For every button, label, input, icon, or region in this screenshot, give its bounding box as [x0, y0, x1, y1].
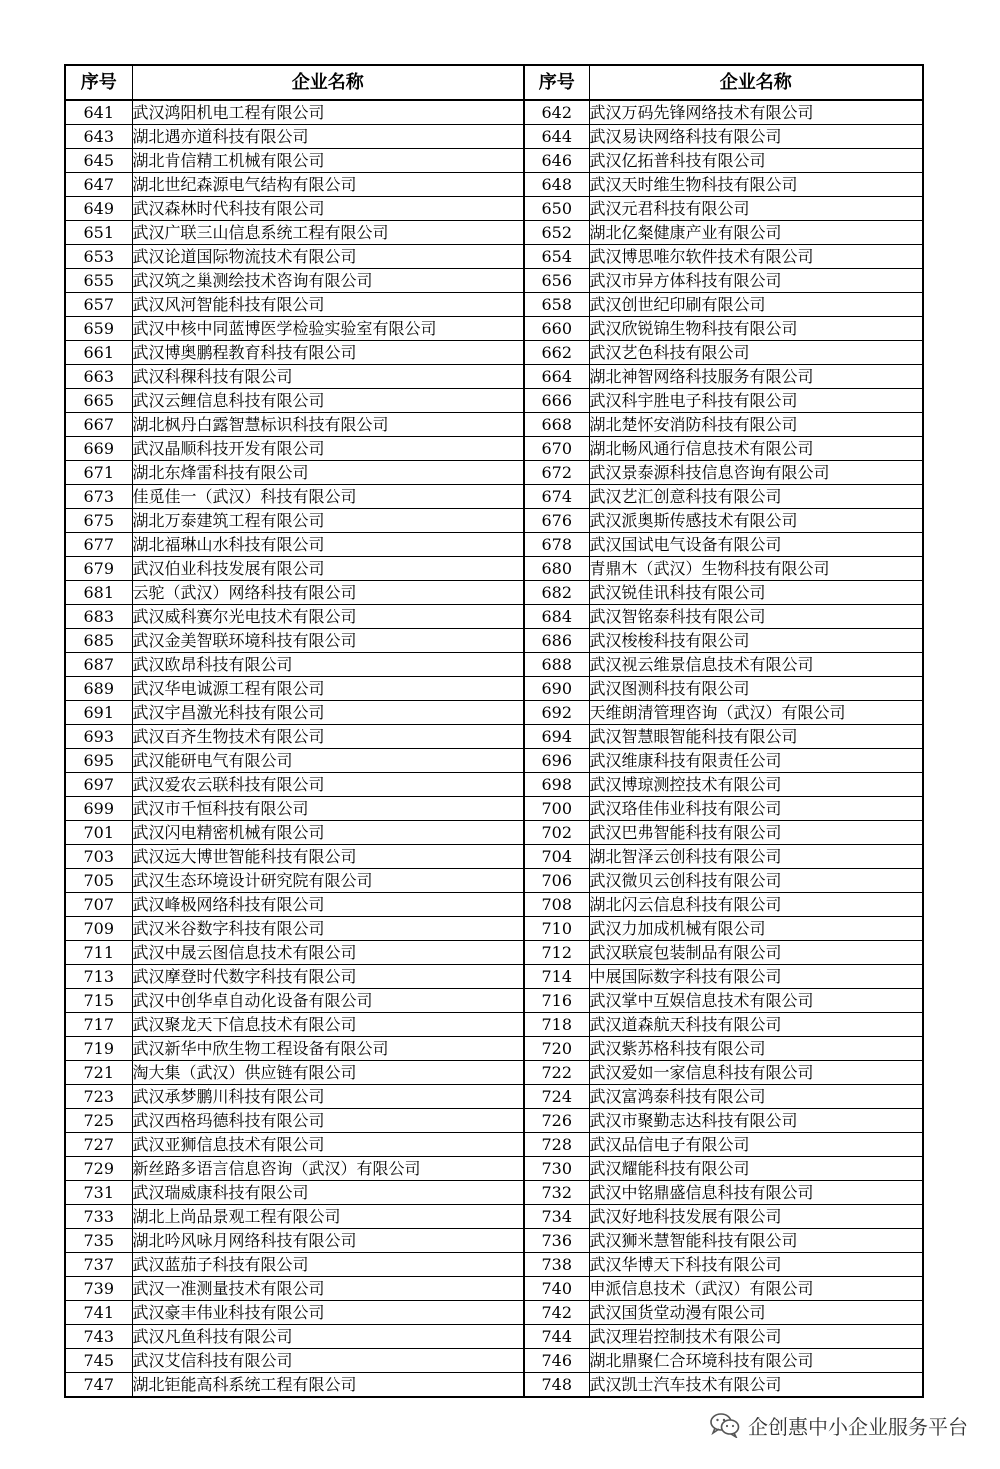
company-name-cell: 武汉微贝云创科技有限公司 — [589, 869, 923, 893]
seq-cell: 733 — [65, 1205, 132, 1229]
seq-cell: 723 — [65, 1085, 132, 1109]
company-name-cell: 武汉狮米慧智能科技有限公司 — [589, 1229, 923, 1253]
table-row — [65, 557, 923, 581]
company-name-cell: 武汉珞佳伟业科技有限公司 — [589, 797, 923, 821]
seq-cell: 701 — [65, 821, 132, 845]
table-row — [65, 1373, 923, 1398]
company-name-cell: 武汉易诀网络科技有限公司 — [589, 125, 923, 149]
table-row — [65, 1301, 923, 1325]
seq-cell: 663 — [65, 365, 132, 389]
company-name-cell: 武汉掌中互娱信息技术有限公司 — [589, 989, 923, 1013]
seq-cell: 732 — [524, 1181, 589, 1205]
seq-cell: 712 — [524, 941, 589, 965]
company-name-cell: 湖北福琳山水科技有限公司 — [132, 533, 524, 557]
seq-cell: 679 — [65, 557, 132, 581]
company-name-cell: 武汉维康科技有限责任公司 — [589, 749, 923, 773]
header-seq-left: 序号 — [65, 65, 132, 100]
table-row — [65, 989, 923, 1013]
seq-cell: 681 — [65, 581, 132, 605]
company-name-cell: 武汉聚龙天下信息技术有限公司 — [132, 1013, 524, 1037]
seq-cell: 692 — [524, 701, 589, 725]
seq-cell: 689 — [65, 677, 132, 701]
company-name-cell: 武汉万码先锋网络技术有限公司 — [589, 100, 923, 125]
table-row — [65, 581, 923, 605]
seq-cell: 649 — [65, 197, 132, 221]
seq-cell: 645 — [65, 149, 132, 173]
seq-cell: 642 — [524, 100, 589, 125]
seq-cell: 711 — [65, 941, 132, 965]
company-name-cell: 湖北遇亦道科技有限公司 — [132, 125, 524, 149]
seq-cell: 719 — [65, 1037, 132, 1061]
company-name-cell: 武汉华博天下科技有限公司 — [589, 1253, 923, 1277]
company-name-cell: 湖北东烽雷科技有限公司 — [132, 461, 524, 485]
table-row — [65, 533, 923, 557]
seq-cell: 744 — [524, 1325, 589, 1349]
table-row — [65, 293, 923, 317]
seq-cell: 699 — [65, 797, 132, 821]
company-name-cell: 武汉理岩控制技术有限公司 — [589, 1325, 923, 1349]
company-name-cell: 武汉中晟云图信息技术有限公司 — [132, 941, 524, 965]
company-name-cell: 武汉生态环境设计研究院有限公司 — [132, 869, 524, 893]
seq-cell: 747 — [65, 1373, 132, 1398]
seq-cell: 714 — [524, 965, 589, 989]
company-name-cell: 武汉凡鱼科技有限公司 — [132, 1325, 524, 1349]
company-name-cell: 武汉创世纪印刷有限公司 — [589, 293, 923, 317]
seq-cell: 707 — [65, 893, 132, 917]
company-name-cell: 武汉元君科技有限公司 — [589, 197, 923, 221]
seq-cell: 676 — [524, 509, 589, 533]
table-row — [65, 1013, 923, 1037]
seq-cell: 736 — [524, 1229, 589, 1253]
company-name-cell: 武汉爱农云联科技有限公司 — [132, 773, 524, 797]
wechat-icon — [710, 1412, 740, 1438]
company-name-cell: 武汉艺色科技有限公司 — [589, 341, 923, 365]
seq-cell: 674 — [524, 485, 589, 509]
company-name-cell: 武汉图测科技有限公司 — [589, 677, 923, 701]
company-name-cell: 武汉凯士汽车技术有限公司 — [589, 1373, 923, 1398]
seq-cell: 686 — [524, 629, 589, 653]
seq-cell: 684 — [524, 605, 589, 629]
company-name-cell: 武汉蓝茄子科技有限公司 — [132, 1253, 524, 1277]
seq-cell: 654 — [524, 245, 589, 269]
seq-cell: 661 — [65, 341, 132, 365]
seq-cell: 693 — [65, 725, 132, 749]
seq-cell: 715 — [65, 989, 132, 1013]
company-name-cell: 武汉鸿阳机电工程有限公司 — [132, 100, 524, 125]
seq-cell: 738 — [524, 1253, 589, 1277]
header-name-left: 企业名称 — [132, 65, 524, 100]
table-row — [65, 725, 923, 749]
seq-cell: 658 — [524, 293, 589, 317]
company-table — [64, 64, 924, 1398]
company-name-cell: 武汉智铭泰科技有限公司 — [589, 605, 923, 629]
seq-cell: 745 — [65, 1349, 132, 1373]
company-name-cell: 武汉联宸包装制品有限公司 — [589, 941, 923, 965]
seq-cell: 721 — [65, 1061, 132, 1085]
seq-cell: 740 — [524, 1277, 589, 1301]
company-name-cell: 武汉艺汇创意科技有限公司 — [589, 485, 923, 509]
table-row — [65, 1133, 923, 1157]
table-row — [65, 965, 923, 989]
seq-cell: 677 — [65, 533, 132, 557]
company-name-cell: 武汉亿拓普科技有限公司 — [589, 149, 923, 173]
seq-cell: 720 — [524, 1037, 589, 1061]
seq-cell: 722 — [524, 1061, 589, 1085]
seq-cell: 697 — [65, 773, 132, 797]
table-row — [65, 1109, 923, 1133]
table-row — [65, 605, 923, 629]
table-row — [65, 869, 923, 893]
seq-cell: 741 — [65, 1301, 132, 1325]
table-row — [65, 1277, 923, 1301]
company-name-cell: 武汉欣锐锦生物科技有限公司 — [589, 317, 923, 341]
seq-cell: 718 — [524, 1013, 589, 1037]
company-name-cell: 武汉博奥鹏程教育科技有限公司 — [132, 341, 524, 365]
seq-cell: 671 — [65, 461, 132, 485]
seq-cell: 746 — [524, 1349, 589, 1373]
company-name-cell: 武汉中核中同蓝博医学检验实验室有限公司 — [132, 317, 524, 341]
seq-cell: 716 — [524, 989, 589, 1013]
seq-cell: 670 — [524, 437, 589, 461]
company-name-cell: 武汉道森航天科技有限公司 — [589, 1013, 923, 1037]
seq-cell: 662 — [524, 341, 589, 365]
seq-cell: 700 — [524, 797, 589, 821]
seq-cell: 690 — [524, 677, 589, 701]
company-name-cell: 中展国际数字科技有限公司 — [589, 965, 923, 989]
seq-cell: 657 — [65, 293, 132, 317]
seq-cell: 729 — [65, 1157, 132, 1181]
seq-cell: 724 — [524, 1085, 589, 1109]
seq-cell: 688 — [524, 653, 589, 677]
table-row — [65, 773, 923, 797]
seq-cell: 717 — [65, 1013, 132, 1037]
table-row — [65, 629, 923, 653]
seq-cell: 737 — [65, 1253, 132, 1277]
company-name-cell: 湖北枫丹白露智慧标识科技有限公司 — [132, 413, 524, 437]
seq-cell: 748 — [524, 1373, 589, 1398]
table-row — [65, 941, 923, 965]
company-name-cell: 武汉好地科技发展有限公司 — [589, 1205, 923, 1229]
table-row — [65, 437, 923, 461]
seq-cell: 698 — [524, 773, 589, 797]
seq-cell: 743 — [65, 1325, 132, 1349]
company-name-cell: 武汉市聚勤志达科技有限公司 — [589, 1109, 923, 1133]
header-name-right: 企业名称 — [589, 65, 923, 100]
watermark — [710, 1408, 968, 1442]
seq-cell: 660 — [524, 317, 589, 341]
company-name-cell: 武汉景泰源科技信息咨询有限公司 — [589, 461, 923, 485]
company-name-cell: 青鼎木（武汉）生物科技有限公司 — [589, 557, 923, 581]
seq-cell: 687 — [65, 653, 132, 677]
company-name-cell: 武汉承梦鹏川科技有限公司 — [132, 1085, 524, 1109]
table-row — [65, 1325, 923, 1349]
seq-cell: 739 — [65, 1277, 132, 1301]
seq-cell: 667 — [65, 413, 132, 437]
seq-cell: 709 — [65, 917, 132, 941]
company-name-cell: 武汉紫苏格科技有限公司 — [589, 1037, 923, 1061]
seq-cell: 706 — [524, 869, 589, 893]
table-row — [65, 245, 923, 269]
seq-cell: 702 — [524, 821, 589, 845]
table-row — [65, 653, 923, 677]
company-name-cell: 武汉远大博世智能科技有限公司 — [132, 845, 524, 869]
table-row — [65, 509, 923, 533]
table-row — [65, 917, 923, 941]
company-name-cell: 湖北亿粲健康产业有限公司 — [589, 221, 923, 245]
company-name-cell: 武汉欧昂科技有限公司 — [132, 653, 524, 677]
table-row — [65, 317, 923, 341]
company-name-cell: 武汉米谷数字科技有限公司 — [132, 917, 524, 941]
table-row — [65, 389, 923, 413]
company-name-cell: 武汉森林时代科技有限公司 — [132, 197, 524, 221]
table-row — [65, 461, 923, 485]
seq-cell: 704 — [524, 845, 589, 869]
company-name-cell: 武汉云鲤信息科技有限公司 — [132, 389, 524, 413]
seq-cell: 728 — [524, 1133, 589, 1157]
table-row — [65, 173, 923, 197]
table-row — [65, 1157, 923, 1181]
company-name-cell: 武汉新华中欣生物工程设备有限公司 — [132, 1037, 524, 1061]
seq-cell: 705 — [65, 869, 132, 893]
seq-cell: 673 — [65, 485, 132, 509]
table-row — [65, 797, 923, 821]
company-name-cell: 淘大集（武汉）供应链有限公司 — [132, 1061, 524, 1085]
company-name-cell: 武汉梭梭科技有限公司 — [589, 629, 923, 653]
seq-cell: 656 — [524, 269, 589, 293]
table-row — [65, 365, 923, 389]
company-name-cell: 武汉博琼测控技术有限公司 — [589, 773, 923, 797]
seq-cell: 708 — [524, 893, 589, 917]
company-name-cell: 湖北智泽云创科技有限公司 — [589, 845, 923, 869]
company-name-cell: 武汉论道国际物流技术有限公司 — [132, 245, 524, 269]
seq-cell: 648 — [524, 173, 589, 197]
company-name-cell: 佳觅佳一（武汉）科技有限公司 — [132, 485, 524, 509]
company-name-cell: 武汉晶顺科技开发有限公司 — [132, 437, 524, 461]
seq-cell: 647 — [65, 173, 132, 197]
company-name-cell: 武汉能研电气有限公司 — [132, 749, 524, 773]
table-row — [65, 1229, 923, 1253]
company-name-cell: 新丝路多语言信息咨询（武汉）有限公司 — [132, 1157, 524, 1181]
seq-cell: 696 — [524, 749, 589, 773]
company-name-cell: 武汉威科赛尔光电技术有限公司 — [132, 605, 524, 629]
company-name-cell: 湖北闪云信息科技有限公司 — [589, 893, 923, 917]
company-name-cell: 武汉风河智能科技有限公司 — [132, 293, 524, 317]
table-header-row — [65, 65, 923, 100]
table-row — [65, 1253, 923, 1277]
table-row — [65, 749, 923, 773]
seq-cell: 672 — [524, 461, 589, 485]
company-name-cell: 天维朗清管理咨询（武汉）有限公司 — [589, 701, 923, 725]
seq-cell: 727 — [65, 1133, 132, 1157]
company-name-cell: 武汉一准测量技术有限公司 — [132, 1277, 524, 1301]
company-name-cell: 湖北上尚品景观工程有限公司 — [132, 1205, 524, 1229]
table-row — [65, 1085, 923, 1109]
company-name-cell: 武汉伯业科技发展有限公司 — [132, 557, 524, 581]
company-name-cell: 湖北万泰建筑工程有限公司 — [132, 509, 524, 533]
company-name-cell: 湖北吟风咏月网络科技有限公司 — [132, 1229, 524, 1253]
seq-cell: 678 — [524, 533, 589, 557]
company-name-cell: 武汉爱如一家信息科技有限公司 — [589, 1061, 923, 1085]
company-name-cell: 武汉亚狮信息技术有限公司 — [132, 1133, 524, 1157]
company-name-cell: 武汉科稞科技有限公司 — [132, 365, 524, 389]
company-name-cell: 湖北钜能高科系统工程有限公司 — [132, 1373, 524, 1398]
seq-cell: 652 — [524, 221, 589, 245]
company-name-cell: 武汉巴弗智能科技有限公司 — [589, 821, 923, 845]
seq-cell: 691 — [65, 701, 132, 725]
seq-cell: 659 — [65, 317, 132, 341]
company-name-cell: 武汉力加成机械有限公司 — [589, 917, 923, 941]
table-row — [65, 269, 923, 293]
table-row — [65, 1205, 923, 1229]
company-name-cell: 武汉广联三山信息系统工程有限公司 — [132, 221, 524, 245]
table-row — [65, 893, 923, 917]
seq-cell: 641 — [65, 100, 132, 125]
company-name-cell: 武汉筑之巢测绘技术咨询有限公司 — [132, 269, 524, 293]
seq-cell: 726 — [524, 1109, 589, 1133]
company-name-cell: 武汉豪丰伟业科技有限公司 — [132, 1301, 524, 1325]
table-row — [65, 701, 923, 725]
company-name-cell: 申派信息技术（武汉）有限公司 — [589, 1277, 923, 1301]
company-name-cell: 湖北楚怀安消防科技有限公司 — [589, 413, 923, 437]
seq-cell: 710 — [524, 917, 589, 941]
table-row — [65, 1061, 923, 1085]
table-row — [65, 149, 923, 173]
company-name-cell: 武汉华电诚源工程有限公司 — [132, 677, 524, 701]
company-name-cell: 武汉品信电子有限公司 — [589, 1133, 923, 1157]
company-name-cell: 武汉市千恒科技有限公司 — [132, 797, 524, 821]
company-name-cell: 武汉天时维生物科技有限公司 — [589, 173, 923, 197]
table-row — [65, 821, 923, 845]
seq-cell: 651 — [65, 221, 132, 245]
company-name-cell: 武汉智慧眼智能科技有限公司 — [589, 725, 923, 749]
seq-cell: 703 — [65, 845, 132, 869]
seq-cell: 669 — [65, 437, 132, 461]
table-row — [65, 1181, 923, 1205]
company-name-cell: 武汉市异方体科技有限公司 — [589, 269, 923, 293]
seq-cell: 644 — [524, 125, 589, 149]
company-name-cell: 武汉派奥斯传感技术有限公司 — [589, 509, 923, 533]
company-name-cell: 武汉富鸿泰科技有限公司 — [589, 1085, 923, 1109]
company-name-cell: 云驼（武汉）网络科技有限公司 — [132, 581, 524, 605]
table-row — [65, 1349, 923, 1373]
company-name-cell: 湖北鼎聚仁合环境科技有限公司 — [589, 1349, 923, 1373]
seq-cell: 725 — [65, 1109, 132, 1133]
seq-cell: 694 — [524, 725, 589, 749]
seq-cell: 683 — [65, 605, 132, 629]
seq-cell: 664 — [524, 365, 589, 389]
seq-cell: 675 — [65, 509, 132, 533]
table-row — [65, 677, 923, 701]
seq-cell: 713 — [65, 965, 132, 989]
company-name-cell: 武汉中创华卓自动化设备有限公司 — [132, 989, 524, 1013]
company-name-cell: 武汉视云维景信息技术有限公司 — [589, 653, 923, 677]
table-row — [65, 125, 923, 149]
seq-cell: 646 — [524, 149, 589, 173]
company-name-cell: 武汉宇昌激光科技有限公司 — [132, 701, 524, 725]
seq-cell: 734 — [524, 1205, 589, 1229]
company-name-cell: 武汉摩登时代数字科技有限公司 — [132, 965, 524, 989]
company-name-cell: 武汉国货堂动漫有限公司 — [589, 1301, 923, 1325]
seq-cell: 742 — [524, 1301, 589, 1325]
seq-cell: 695 — [65, 749, 132, 773]
company-name-cell: 武汉中铭鼎盛信息科技有限公司 — [589, 1181, 923, 1205]
company-name-cell: 武汉瑞威康科技有限公司 — [132, 1181, 524, 1205]
seq-cell: 731 — [65, 1181, 132, 1205]
seq-cell: 653 — [65, 245, 132, 269]
header-seq-right: 序号 — [524, 65, 589, 100]
seq-cell: 730 — [524, 1157, 589, 1181]
company-name-cell: 武汉百齐生物技术有限公司 — [132, 725, 524, 749]
company-name-cell: 武汉闪电精密机械有限公司 — [132, 821, 524, 845]
table-row — [65, 341, 923, 365]
table-row — [65, 1037, 923, 1061]
company-name-cell: 武汉金美智联环境科技有限公司 — [132, 629, 524, 653]
seq-cell: 643 — [65, 125, 132, 149]
company-name-cell: 武汉西格玛德科技有限公司 — [132, 1109, 524, 1133]
company-name-cell: 湖北神智网络科技服务有限公司 — [589, 365, 923, 389]
company-name-cell: 湖北肯信精工机械有限公司 — [132, 149, 524, 173]
seq-cell: 666 — [524, 389, 589, 413]
table-row — [65, 197, 923, 221]
seq-cell: 685 — [65, 629, 132, 653]
seq-cell: 650 — [524, 197, 589, 221]
table-row — [65, 413, 923, 437]
seq-cell: 735 — [65, 1229, 132, 1253]
seq-cell: 655 — [65, 269, 132, 293]
company-name-cell: 武汉艾信科技有限公司 — [132, 1349, 524, 1373]
company-name-cell: 武汉科宇胜电子科技有限公司 — [589, 389, 923, 413]
seq-cell: 665 — [65, 389, 132, 413]
table-row — [65, 485, 923, 509]
table-body — [65, 100, 923, 1397]
company-name-cell: 湖北畅风通行信息技术有限公司 — [589, 437, 923, 461]
company-name-cell: 武汉耀能科技有限公司 — [589, 1157, 923, 1181]
seq-cell: 680 — [524, 557, 589, 581]
seq-cell: 682 — [524, 581, 589, 605]
table-row — [65, 100, 923, 125]
table-row — [65, 845, 923, 869]
company-name-cell: 武汉国试电气设备有限公司 — [589, 533, 923, 557]
seq-cell: 668 — [524, 413, 589, 437]
company-name-cell: 武汉锐佳讯科技有限公司 — [589, 581, 923, 605]
watermark-text: 企创惠中小企业服务平台 — [748, 1414, 968, 1439]
table-row — [65, 221, 923, 245]
company-name-cell: 武汉峰极网络科技有限公司 — [132, 893, 524, 917]
company-name-cell: 武汉博思唯尔软件技术有限公司 — [589, 245, 923, 269]
company-name-cell: 湖北世纪森源电气结构有限公司 — [132, 173, 524, 197]
